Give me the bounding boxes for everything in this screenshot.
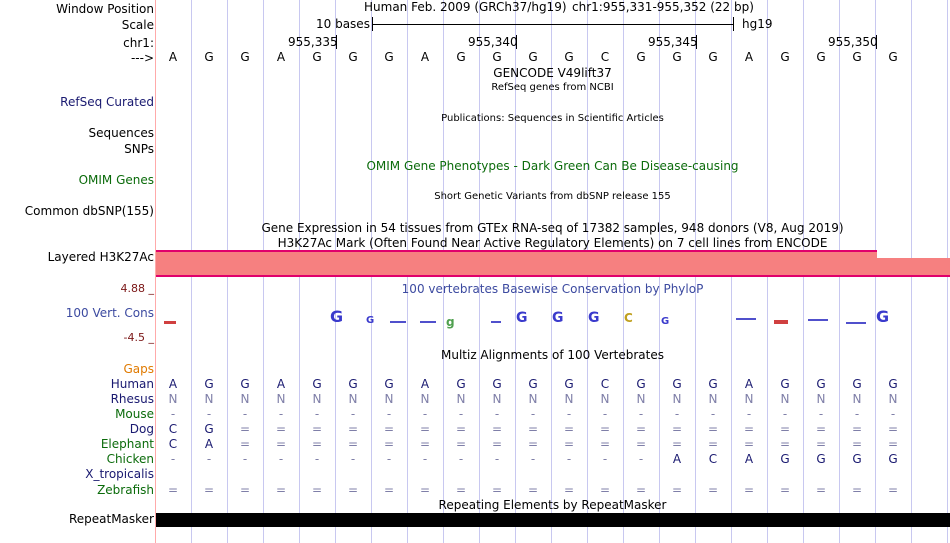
phylop-neg-bar — [164, 321, 176, 324]
species-label-x_tropicalis[interactable]: X_tropicalis — [85, 467, 154, 481]
phylop-glyph: C — [624, 311, 633, 325]
gtex-title[interactable]: Gene Expression in 54 tissues from GTEx RNA-seq of 17382 samples, 948 donors (V8, Aug 2019) — [261, 221, 844, 235]
refseq-track-label[interactable]: RefSeq Curated — [60, 95, 154, 109]
position-text: chr1:955,331-955,352 (22 bp) — [572, 0, 754, 14]
h3k27ac-title[interactable]: H3K27Ac Mark (Often Found Near Active Regulatory Elements) on 7 cell lines from ENCODE — [277, 236, 828, 250]
publications-title[interactable]: Publications: Sequences in Scientific Articles — [441, 113, 664, 124]
window-position-label: Window Position — [56, 2, 154, 16]
tick-mark — [336, 35, 337, 49]
phylop-glyph: G — [516, 310, 528, 326]
tick-mark — [516, 35, 517, 49]
gencode-title[interactable]: GENCODE V49lift37 — [493, 66, 612, 80]
species-label-human[interactable]: Human — [110, 377, 154, 391]
species-label-zebrafish[interactable]: Zebrafish — [97, 483, 154, 497]
species-label-rhesus[interactable]: Rhesus — [110, 392, 154, 406]
species-label-chicken[interactable]: Chicken — [106, 452, 154, 466]
sequences-track-label[interactable]: Sequences — [88, 126, 154, 140]
phylop-neg-bar — [774, 320, 788, 324]
tick-label: 955,340 — [468, 35, 518, 49]
cons-track-label[interactable]: 100 Vert. Cons — [65, 306, 154, 320]
scale-bar-line — [372, 24, 733, 25]
refseq-subtitle[interactable]: RefSeq genes from NCBI — [491, 82, 614, 93]
tick-mark — [696, 35, 697, 49]
phylop-glyph: G — [366, 315, 375, 326]
phylop-glyph: g — [446, 315, 455, 329]
cons-max-label: 4.88 _ — [120, 282, 154, 295]
scale-bar-right-tick — [733, 17, 734, 31]
phylop-glyph: G — [876, 307, 890, 326]
h3k27ac-track-label[interactable]: Layered H3K27Ac — [47, 250, 154, 264]
omim-track-label[interactable]: OMIM Genes — [78, 173, 154, 187]
h3k27ac-signal-bar-right[interactable] — [877, 258, 950, 277]
cons-min-label: -4.5 _ — [123, 331, 154, 344]
dbsnp-title[interactable]: Short Genetic Variants from dbSNP release 155 — [434, 191, 671, 202]
repeatmasker-title[interactable]: Repeating Elements by RepeatMasker — [438, 498, 667, 512]
tick-label: 955,350 — [828, 35, 878, 49]
scale-bases-label: 10 bases — [316, 17, 370, 31]
tick-label: 955,345 — [648, 35, 698, 49]
species-label-mouse[interactable]: Mouse — [115, 407, 154, 421]
phylop-glyph: G — [330, 307, 344, 326]
chrom-label: chr1: — [123, 36, 154, 50]
phylop-glyph: G — [588, 310, 600, 326]
strand-label[interactable]: ---> — [130, 51, 154, 65]
h3k27ac-signal-bar[interactable] — [156, 250, 877, 277]
snps-track-label[interactable]: SNPs — [124, 142, 154, 156]
species-label-elephant[interactable]: Elephant — [100, 437, 154, 451]
assembly-text: Human Feb. 2009 (GRCh37/hg19) — [364, 0, 567, 14]
phylop-conservation-logo[interactable] — [156, 300, 950, 336]
scale-assembly-label: hg19 — [742, 17, 773, 31]
dbsnp-track-label[interactable]: Common dbSNP(155) — [24, 204, 154, 218]
gaps-track-label[interactable]: Gaps — [123, 362, 154, 376]
repeatmasker-bar[interactable] — [156, 513, 950, 527]
phylop-glyph: G — [661, 316, 670, 327]
phylop-title[interactable]: 100 vertebrates Basewise Conservation by PhyloP — [401, 282, 704, 296]
tick-label: 955,335 — [288, 35, 338, 49]
omim-title[interactable]: OMIM Gene Phenotypes - Dark Green Can Be Disease-causing — [366, 159, 739, 173]
species-label-dog[interactable]: Dog — [129, 422, 154, 436]
multiz-title[interactable]: Multiz Alignments of 100 Vertebrates — [440, 348, 665, 362]
phylop-glyph: G — [552, 310, 564, 326]
scale-label: Scale — [121, 18, 154, 32]
repeatmasker-track-label[interactable]: RepeatMasker — [68, 512, 154, 526]
tick-mark — [876, 35, 877, 49]
